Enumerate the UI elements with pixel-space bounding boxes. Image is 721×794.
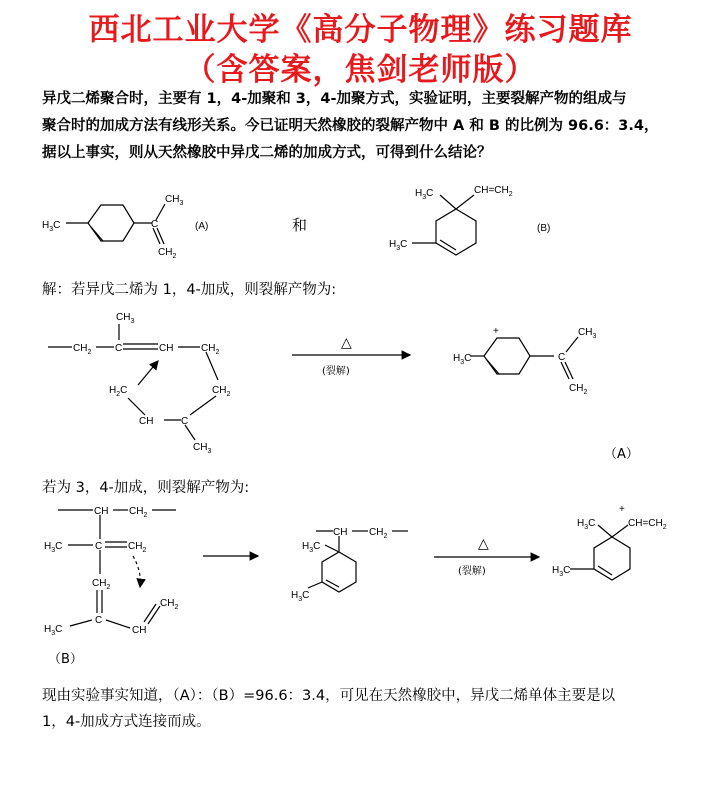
product-b-label: （B） — [48, 652, 83, 667]
pa-plus: + — [493, 326, 499, 337]
answer-second: 若为 3，4-加成，则裂解产物为: — [42, 480, 250, 496]
b-label: (B) — [537, 223, 551, 234]
m34-h3c-bottom: $H_3C$ — [44, 624, 63, 637]
a-ch2: $CH_2$ — [158, 247, 177, 260]
m14-c-bottom: C — [181, 416, 189, 427]
heat-symbol-1: △ — [341, 334, 352, 350]
b-vinyl: $CH=CH_2$ — [474, 185, 513, 198]
mechanism-34-labels — [44, 506, 178, 637]
m34-c: C — [95, 541, 103, 552]
m14-ch2-left: $CH_2$ — [73, 343, 92, 356]
m34-ch2-top: $CH_2$ — [129, 506, 148, 519]
pb-h3c-ring: $H_3C$ — [552, 565, 571, 578]
pb-plus: + — [619, 504, 625, 515]
structure-b — [412, 195, 476, 255]
m14-ch3-bottom: $CH_3$ — [193, 442, 212, 455]
m34-h3c: $H_3C$ — [44, 541, 63, 554]
page-title: 西北工业大学《高分子物理》练习题库 — [88, 12, 633, 48]
conclusion-line-2: 1，4-加成方式连接而成。 — [42, 714, 211, 730]
pa-ch2: $CH_2$ — [569, 383, 588, 396]
pa-c: C — [558, 352, 566, 363]
m34-ch2-mid: $CH_2$ — [128, 541, 147, 554]
mechanism-34 — [58, 510, 179, 628]
m34-ch-top: CH — [94, 506, 109, 517]
answer-intro: 解：若异戊二烯为 1，4-加成，则裂解产物为: — [42, 282, 337, 298]
pb-vinyl: $CH=CH_2$ — [628, 518, 667, 531]
and-text: 和 — [292, 216, 308, 234]
intermediate-b — [308, 531, 408, 592]
structure-b-labels — [389, 185, 550, 252]
b-h3c-ring: $H_3C$ — [389, 239, 408, 252]
a-h3c: $H_3C$ — [42, 220, 61, 233]
b-h3c-top: $H_3C$ — [415, 188, 434, 201]
crack-label-2: (裂解) — [458, 566, 486, 577]
ib-h3c-ring: $H_3C$ — [291, 590, 310, 603]
m14-h2c: $H_2C$ — [109, 385, 128, 398]
pb-h3c-top: $H_3C$ — [577, 518, 596, 531]
product-b — [570, 525, 630, 580]
mechanism-14-labels — [73, 312, 230, 455]
m34-ch2-right: $CH_2$ — [160, 598, 179, 611]
heat-symbol-2: △ — [478, 535, 489, 551]
crack-label-1: (裂解) — [322, 366, 350, 377]
m34-ch-bottom: CH — [132, 625, 147, 636]
ib-ch2: $CH_2$ — [369, 527, 388, 540]
structure-a-labels — [42, 194, 208, 260]
question-line-2: 聚合时的加成方法有线形关系。今已证明天然橡胶的裂解产物中 A 和 B 的比例为 96.6：3.4， — [42, 118, 659, 134]
product-a-label: （A） — [604, 447, 639, 462]
ib-h3c-top: $H_3C$ — [302, 541, 321, 554]
conclusion-line-1: 现由实验事实知道，（A）：（B）=96.6：3.4，可见在天然橡胶中，异戊二烯单体主要是以 — [42, 688, 616, 704]
m14-ch2-lower: $CH_2$ — [212, 385, 231, 398]
question-line-3: 据以上事实，则从天然橡胶中异戊二烯的加成方式，可得到什么结论？ — [42, 145, 492, 161]
m34-ch2-low: $CH_2$ — [92, 578, 111, 591]
m14-ch-bottom: CH — [139, 416, 154, 427]
pa-h3c: $H_3C$ — [453, 353, 472, 366]
pa-ch3: $CH_3$ — [578, 327, 597, 340]
mechanism-14 — [48, 324, 218, 440]
question-line-1: 异戊二烯聚合时，主要有 1，4-加聚和 3，4-加聚方式，实验证明，主要裂解产物的组成与 — [42, 91, 627, 107]
product-b-labels — [552, 504, 667, 578]
a-c: C — [151, 219, 159, 230]
ib-ch: CH — [333, 527, 348, 538]
m14-ch2-right: $CH_2$ — [201, 343, 220, 356]
product-a-labels — [453, 326, 596, 396]
a-ch3: $CH_3$ — [165, 194, 184, 207]
m14-ch: CH — [159, 343, 174, 354]
a-label: (A) — [195, 221, 209, 232]
page-subtitle: （含答案，焦剑老师版） — [184, 52, 537, 88]
m34-c-bottom: C — [95, 615, 103, 626]
m14-ch3-top: $CH_3$ — [116, 312, 135, 325]
m14-c: C — [115, 343, 123, 354]
